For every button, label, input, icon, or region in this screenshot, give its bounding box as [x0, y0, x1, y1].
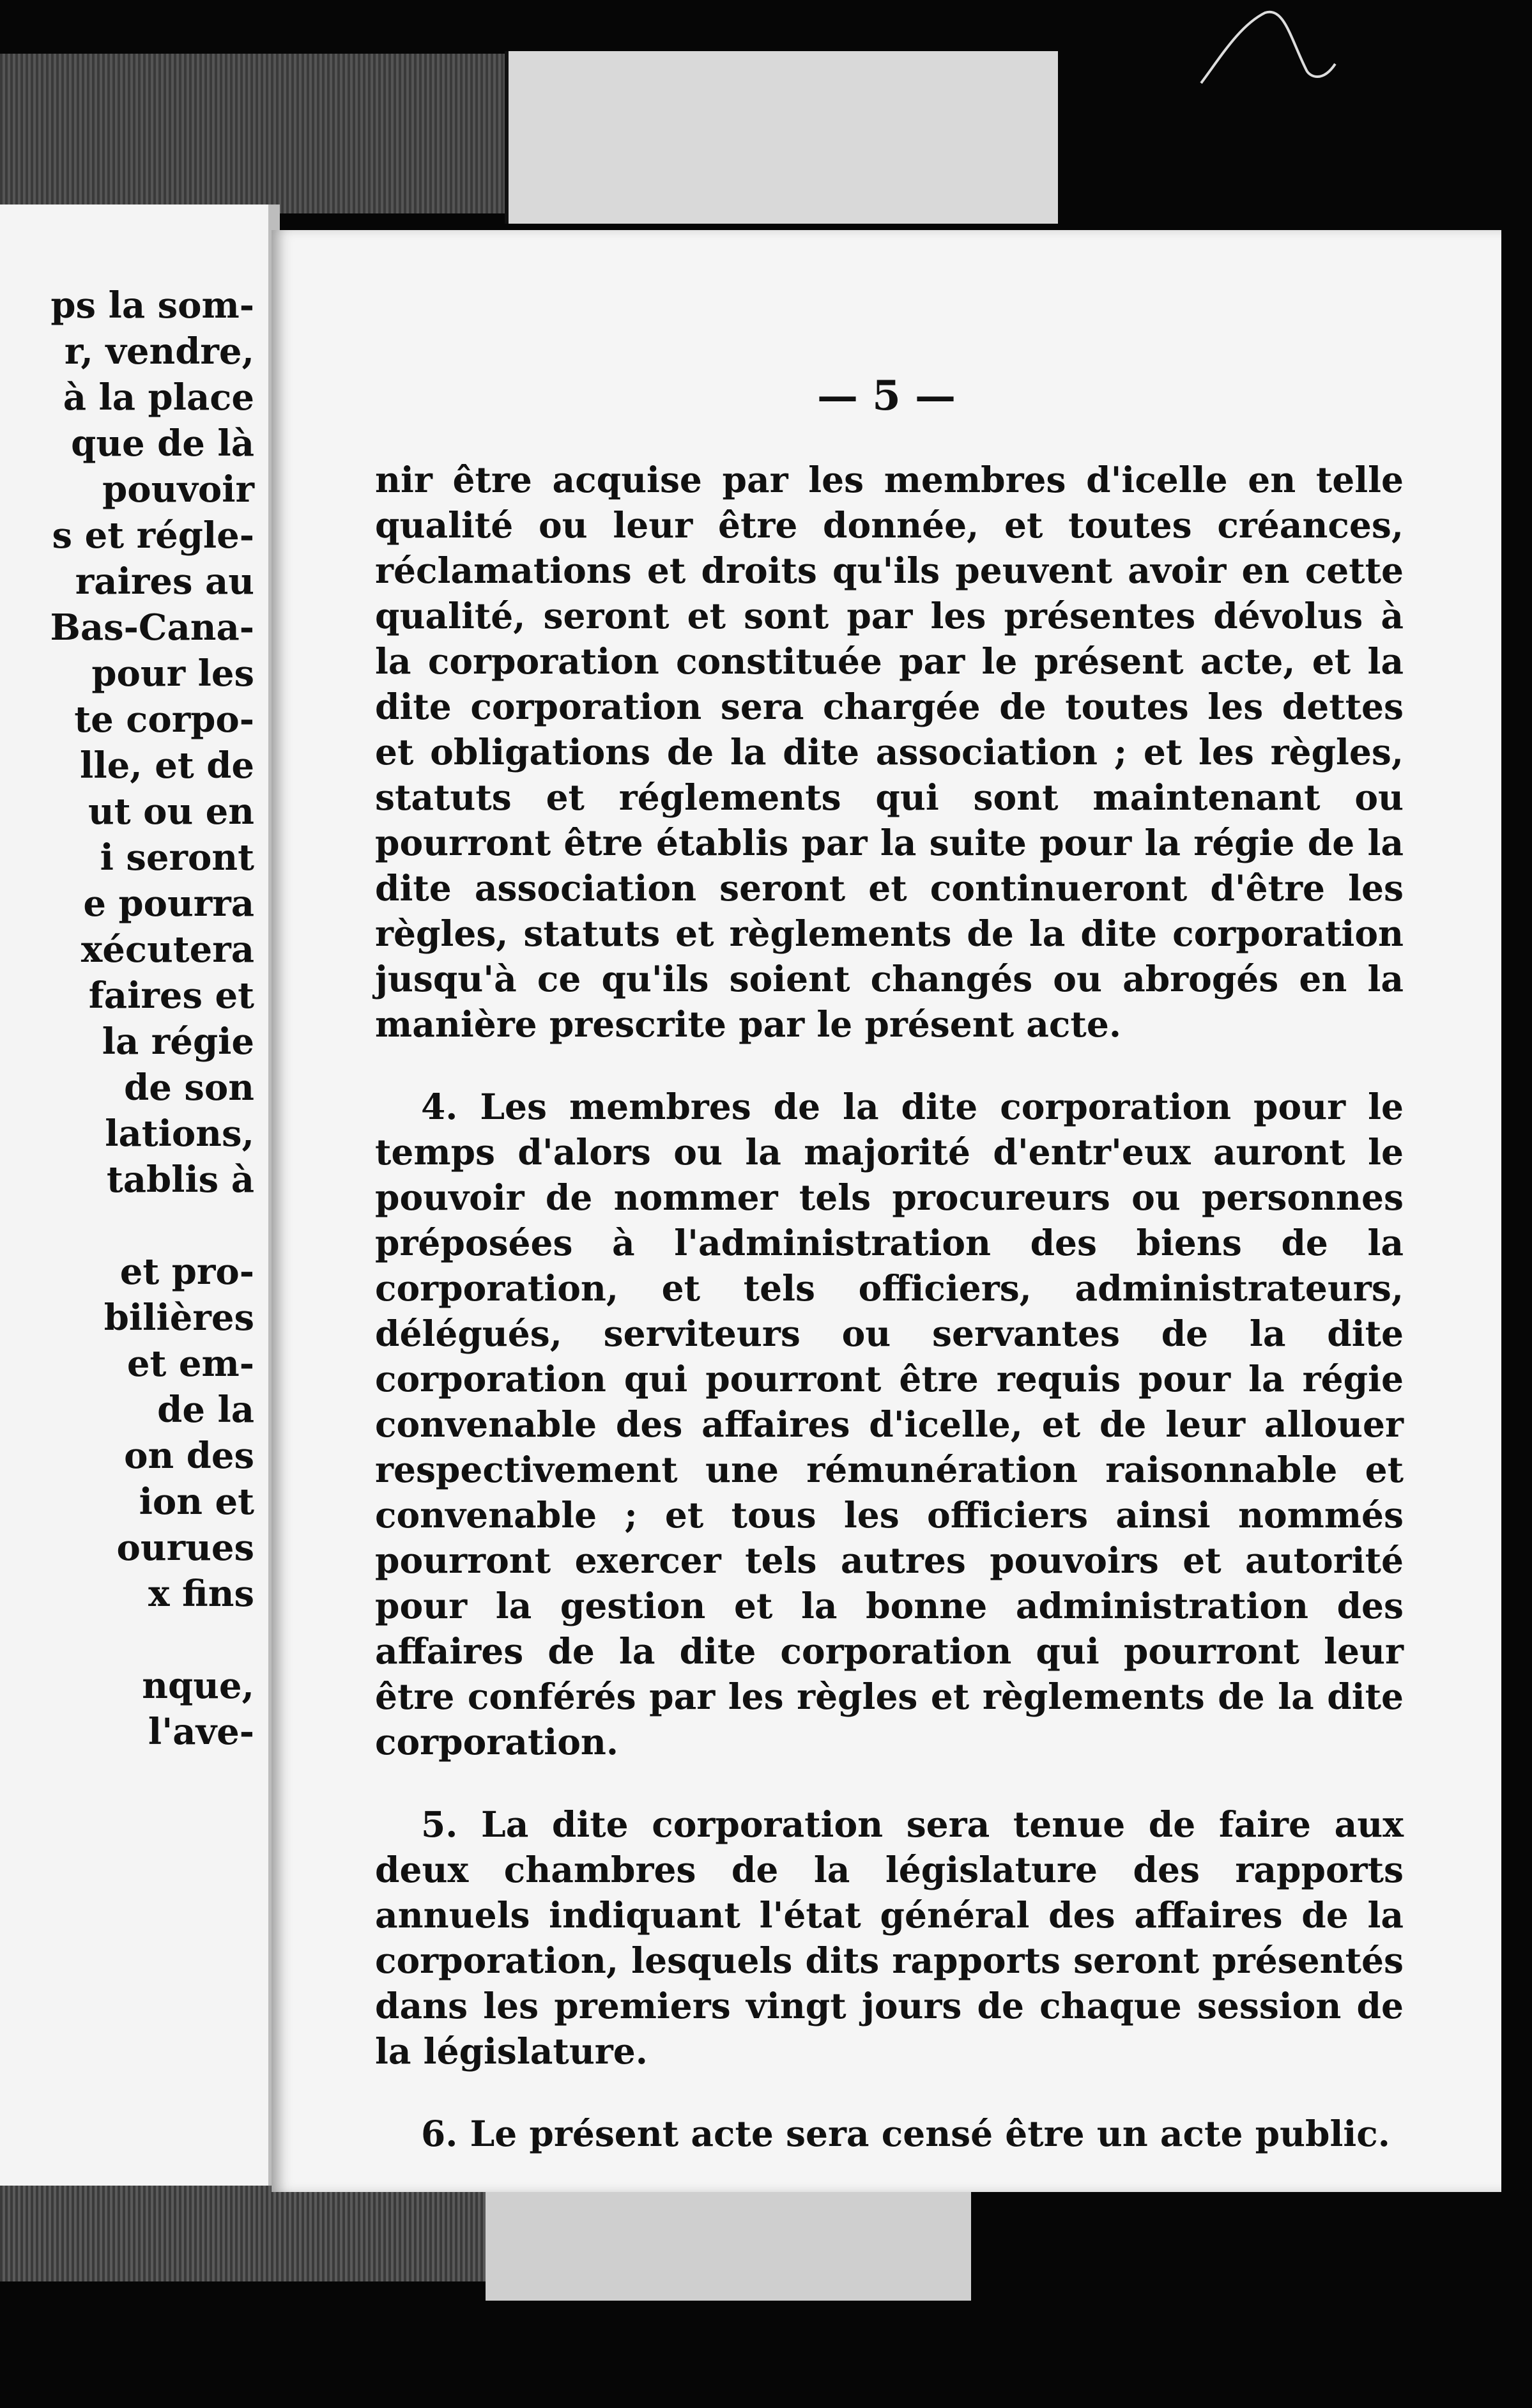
previous-page-line: r, vendre, — [64, 330, 254, 373]
previous-page-line: bilières — [103, 1297, 254, 1339]
previous-page-line: i seront — [100, 837, 254, 879]
previous-page-line: à la place — [63, 376, 254, 419]
previous-page-line: pour les — [91, 652, 254, 695]
previous-page-line: Bas-Cana- — [50, 606, 254, 649]
previous-page — [0, 205, 280, 2186]
previous-page-line: ion et — [139, 1481, 254, 1523]
previous-page-line: x fins — [148, 1573, 254, 1615]
section-number: 5. — [421, 1803, 458, 1845]
previous-page-line: ps la som- — [50, 284, 254, 327]
previous-page-line: pouvoir — [102, 468, 254, 511]
page-body — [375, 457, 1404, 2156]
scanner-card-top — [505, 51, 1058, 224]
scanner-background-bottom — [0, 2186, 486, 2281]
previous-page-line: lle, et de — [80, 745, 254, 787]
previous-page-line: la régie — [102, 1021, 254, 1063]
previous-page-line: ut ou en — [88, 791, 254, 833]
wire-mark — [1195, 0, 1361, 96]
current-page — [272, 230, 1501, 2192]
section-6 — [375, 2111, 1404, 2156]
previous-page-line: de la — [157, 1389, 254, 1431]
paragraph-text: Le présent acte sera censé être un acte public. — [470, 2113, 1390, 2154]
previous-page-line: faires et — [88, 975, 254, 1017]
section-number: 4. — [421, 1086, 458, 1127]
previous-page-line: xécutera — [80, 929, 254, 971]
previous-page-line: e pourra — [83, 883, 254, 925]
previous-page-line: et em- — [126, 1343, 254, 1385]
previous-page-line: te corpo- — [74, 698, 254, 741]
previous-page-line: nque, — [142, 1665, 254, 1707]
previous-page-line: que de là — [71, 422, 254, 465]
previous-page-line: ourues — [116, 1527, 254, 1569]
previous-page-line: tablis à — [106, 1159, 254, 1201]
section-number: 6. — [421, 2113, 458, 2154]
previous-page-line: raires au — [75, 560, 254, 603]
section-4 — [375, 1084, 1404, 1764]
paragraph-continuation — [375, 457, 1404, 1047]
previous-page-line: l'ave- — [148, 1711, 254, 1753]
page-number: — 5 — — [816, 372, 956, 420]
paragraph-text: nir être acquise par les membres d'icelle en telle qualité ou leur être donnée, et toutes créances, réclamations et droits qu'ils peuvent avoir en cette qualité, seront et sont par les présentes dévolus à la corporation constituée par le présent acte, et la dite corporation sera chargée de toutes les dettes et obligations de la dite association ; et les règles, statuts et réglements qui sont maintenant ou pourront être établis par la suite pour la régie de la dite association seront et continueront d'être les règles, statuts et règlements de la dite corporation jusqu'à ce qu'ils soient changés ou abrogés en la manière prescrite par le présent acte. — [375, 459, 1404, 1045]
scanner-background-top — [0, 54, 505, 213]
previous-page-line: et pro- — [119, 1251, 254, 1293]
section-5 — [375, 1802, 1404, 2074]
previous-page-line: de son — [124, 1067, 254, 1109]
previous-page-line: s et régle- — [52, 514, 254, 557]
scanner-card-bottom — [486, 2192, 971, 2301]
previous-page-line: lations, — [105, 1113, 254, 1155]
previous-page-line: on des — [124, 1435, 254, 1477]
paragraph-text: Les membres de la dite corporation pour le temps d'alors ou la majorité d'entr'eux auront le pouvoir de nommer tels procureurs ou personnes préposées à l'administration des biens de la corporation, et tels officiers, administrateurs, délégués, serviteurs ou servantes de la dite corporation qui pourront être requis pour la régie convenable des affaires d'icelle, et de leur allouer respectivement une rémunération raisonnable et convenable ; et tous les officiers ainsi nommés pourront exercer tels autres pouvoirs et autorité pour la gestion et la bonne administration des affaires de la dite corporation qui pourront leur être conférés par les règles et règlements de la dite corporation. — [375, 1086, 1404, 1763]
paragraph-text: La dite corporation sera tenue de faire aux deux chambres de la législature des rapports annuels indiquant l'état général des affaires de la corporation, lesquels dits rapports seront présentés dans les premiers vingt jours de chaque session de la législature. — [375, 1803, 1404, 2072]
